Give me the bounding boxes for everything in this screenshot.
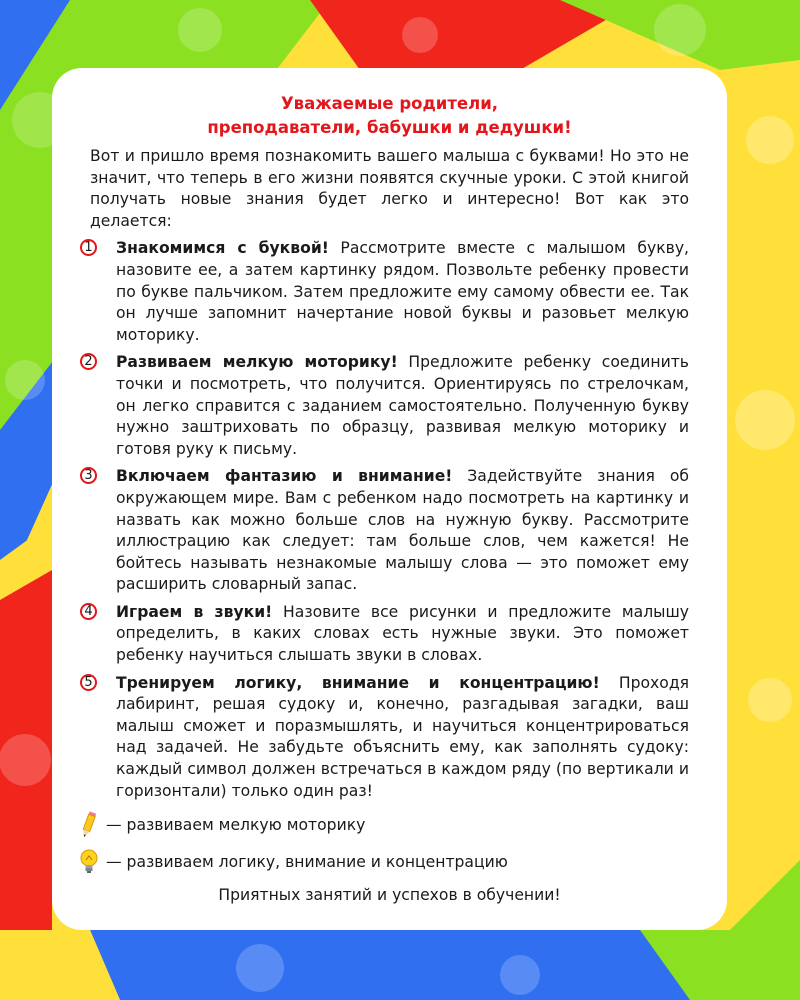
- title-line-1: Уважаемые родители,: [280, 94, 499, 113]
- info-card: [52, 68, 727, 930]
- page-title: [90, 92, 689, 140]
- step-title: Играем в звуки!: [116, 602, 273, 621]
- lightbulb-icon: [78, 848, 100, 876]
- legend-bulb: [78, 848, 689, 876]
- intro-paragraph: Вот и пришло время познакомить вашего малыша с буквами! Но это не значит, что теперь в его жизни появятся скучные уроки. С этой книгой получать новые знания будет легко и интересно! Вот как это делается:: [90, 147, 689, 230]
- step-description: Рассмотрите вместе с малышом букву, назовите ее, а затем картинку рядом. Позвольте ребенку провести по букве пальчиком. Затем предложите ему самому обвести ее. Так он лучше запомнит начертание новой буквы и разовьет мелкую моторику.: [116, 239, 689, 344]
- step-text: [116, 602, 689, 667]
- step-1: [84, 238, 689, 346]
- step-3: [84, 466, 689, 596]
- title-line-2: преподаватели, бабушки и дедушки!: [207, 118, 572, 137]
- step-description: Задействуйте знания об окружающем мире. Вам с ребенком надо посмотреть на картинку и назвать как можно больше слов на нужную букву. Рассмотрите иллюстрацию как следует: там больше слов, чем кажется! Не бойтесь называть незнакомые малышу слова — это поможет ему расширить словарный запас.: [116, 467, 689, 594]
- step-description: Назовите все рисунки и предложите малышу определить, в каких словах есть нужные звуки. Это поможет ребенку научиться слышать звуки в словах.: [116, 602, 689, 665]
- step-description: Проходя лабиринт, решая судоку и, конечно, разгадывая загадки, ваш малыш сможет и поразмышлять, и научиться концентрироваться над задачей. Не забудьте объяснить ему, как заполнять судоку: каждый символ должен встречаться в каждом ряду (по вертикали и горизонтали) только один раз!: [116, 673, 689, 800]
- legend-bulb-text: — развиваем логику, внимание и концентрацию: [106, 853, 508, 872]
- step-2: [84, 352, 689, 460]
- step-text: [116, 673, 689, 803]
- step-title: Включаем фантазию и внимание!: [116, 467, 453, 486]
- step-4: [84, 602, 689, 667]
- step-title: Тренируем логику, внимание и концентрацию!: [116, 673, 600, 692]
- step-number-badge: 1: [80, 239, 97, 256]
- step-number-badge: 3: [80, 467, 97, 484]
- step-title: Знакомимся с буквой!: [116, 239, 329, 258]
- step-number-badge: 4: [80, 603, 97, 620]
- step-description: Предложите ребенку соединить точки и посмотреть, что получится. Ориентируясь по стрелочкам, он легко справится с заданием самостоятельно. Полученную букву нужно заштриховать по образцу, развивая мелкую моторику и готовя руку к письму.: [116, 353, 689, 458]
- legend-pencil: [78, 810, 689, 840]
- step-title: Развиваем мелкую моторику!: [116, 353, 398, 372]
- step-number-badge: 5: [80, 674, 97, 691]
- step-5: [84, 673, 689, 803]
- step-text: [116, 352, 689, 460]
- step-text: [116, 466, 689, 596]
- step-number-badge: 2: [80, 353, 97, 370]
- step-text: [116, 238, 689, 346]
- legend-pencil-text: — развиваем мелкую моторику: [106, 816, 366, 835]
- pencil-icon: [78, 810, 100, 840]
- closing-note: Приятных занятий и успехов в обучении!: [218, 886, 561, 905]
